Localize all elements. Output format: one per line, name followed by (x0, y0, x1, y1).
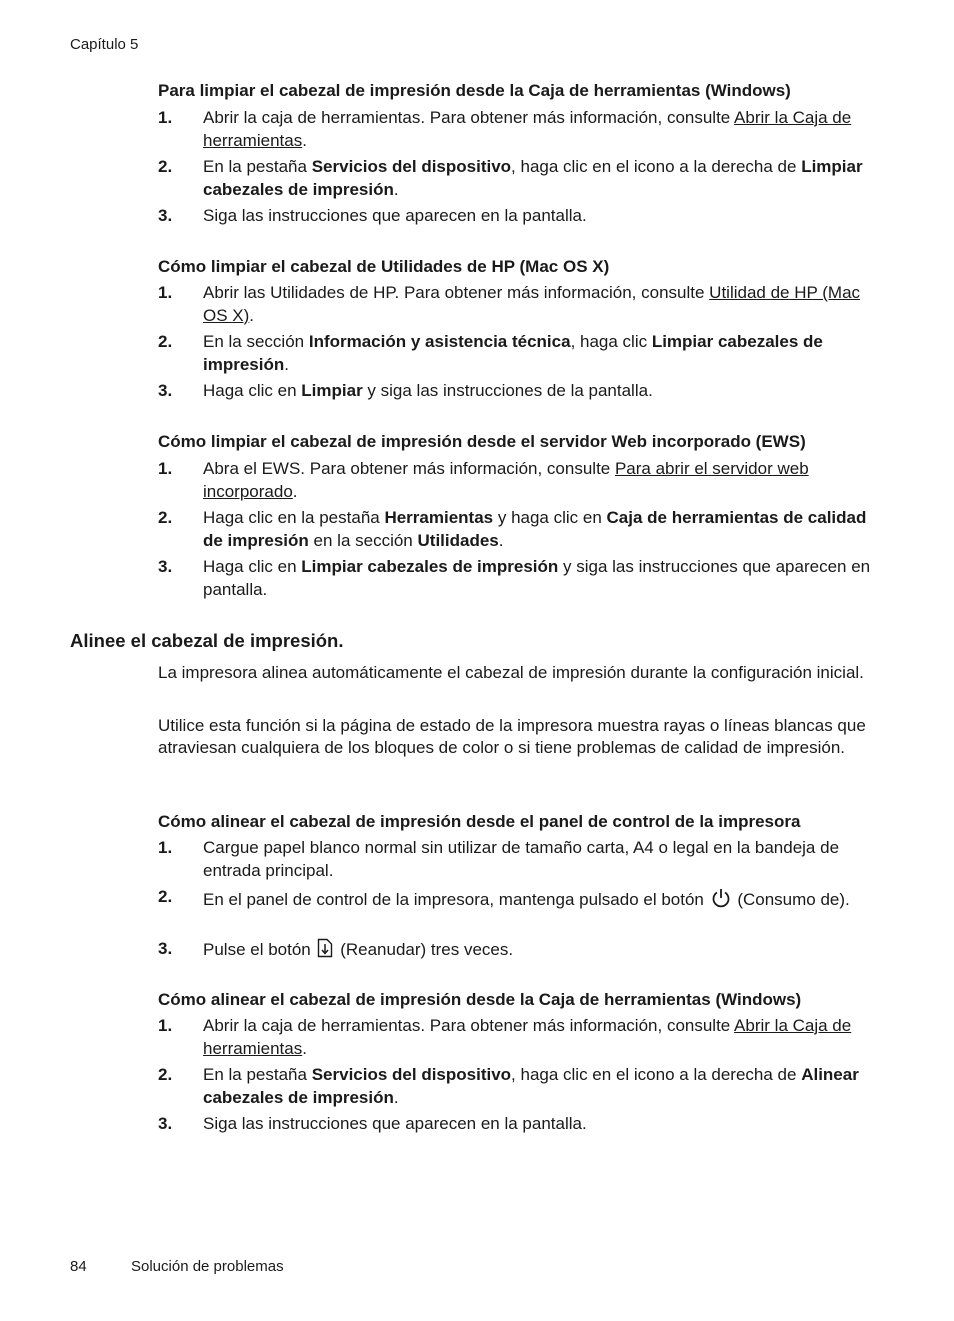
bold-term: Herramientas (384, 508, 494, 527)
step-number: 2. (158, 1065, 173, 1084)
step-number: 2. (158, 887, 173, 906)
section-heading-clean-toolbox: Para limpiar el cabezal de impresión desde la Caja de herramientas (Windows) (158, 81, 791, 100)
align-paragraph-1: La impresora alinea automáticamente el cabezal de impresión durante la configuración inicial. (158, 663, 864, 682)
step-text (203, 331, 871, 376)
step-text (203, 458, 871, 503)
step-text-part: en la sección (308, 530, 418, 550)
step-text-part: . (302, 130, 307, 150)
step-number: 2. (158, 508, 173, 527)
step-text: Siga las instrucciones que aparecen en la pantalla. (203, 206, 587, 225)
step-number: 2. (158, 157, 173, 176)
page-number: 84 (70, 1258, 87, 1275)
bold-term: Información y asistencia técnica (308, 332, 571, 351)
step-text-part: , haga clic (570, 332, 652, 351)
link-hp-utility[interactable]: Utilidad de HP (Mac OS X) (203, 283, 861, 325)
step-text-part: Pulse el botón (203, 940, 316, 959)
step-text-part: y haga clic en (493, 508, 607, 527)
step-number: 1. (158, 108, 173, 127)
step-text-part: , haga clic en el icono a la derecha de (511, 157, 802, 176)
step-number: 1. (158, 283, 173, 302)
step-number: 1. (158, 838, 173, 857)
step-text-part: . (302, 1038, 307, 1058)
step-number: 3. (158, 1114, 173, 1133)
footer-section-title: Solución de problemas (131, 1258, 284, 1275)
step-text-part: (Reanudar) tres veces. (335, 940, 514, 959)
step-text-part: . (292, 481, 298, 501)
step-text-part: . (498, 530, 504, 550)
step-text-part: Abrir la caja de herramientas. Para obtener más información, consulte (203, 1016, 735, 1035)
step-number: 2. (158, 332, 173, 351)
step-text-part: Haga clic en la pestaña (203, 508, 385, 527)
bold-term: Limpiar (301, 381, 363, 400)
step-text-part: Abrir la caja de herramientas. Para obtener más información, consulte (203, 108, 735, 127)
step-number: 1. (158, 1016, 173, 1035)
step-text (203, 380, 871, 403)
step-text-part: En la pestaña (203, 157, 312, 176)
step-text-part: . (393, 179, 399, 199)
step-text: Siga las instrucciones que aparecen en la pantalla. (203, 1114, 587, 1133)
bold-term: Utilidades (417, 530, 499, 550)
power-icon (711, 888, 731, 915)
bold-term: Servicios del dispositivo (311, 1065, 512, 1084)
running-head: Capítulo 5 (70, 36, 139, 53)
step-text-part: y siga las instrucciones que aparecen en pantalla. (203, 557, 871, 599)
link-open-toolbox[interactable]: Abrir la Caja de herramientas (203, 1016, 852, 1058)
link-open-toolbox[interactable]: Abrir la Caja de herramientas (203, 108, 852, 150)
step-text (203, 1015, 871, 1060)
step-text-part: Haga clic en (203, 381, 302, 400)
align-heading: Alinee el cabezal de impresión. (70, 630, 344, 651)
step-number: 3. (158, 939, 173, 958)
step-text (203, 556, 871, 601)
bold-term: Caja de herramientas de calidad de impresión (203, 508, 867, 550)
step-text (203, 938, 871, 965)
step-text-part: Abrir las Utilidades de HP. Para obtener más información, consulte (203, 283, 710, 302)
step-text-part: . (284, 354, 289, 374)
step-text-part: En la pestaña (203, 1065, 312, 1084)
step-text-part: . (393, 1087, 399, 1107)
step-text (203, 107, 871, 152)
bold-term: Limpiar cabezales de impresión (301, 557, 559, 576)
step-number: 3. (158, 206, 173, 225)
step-text: Cargue papel blanco normal sin utilizar de tamaño carta, A4 o legal en la bandeja de entrada principal. (203, 838, 840, 880)
step-text-part: En el panel de control de la impresora, mantenga pulsado el botón (203, 890, 709, 909)
link-open-ews[interactable]: Para abrir el servidor web incorporado (203, 459, 809, 501)
section-heading-clean-mac: Cómo limpiar el cabezal de Utilidades de HP (Mac OS X) (158, 257, 610, 276)
step-number: 1. (158, 459, 173, 478)
bold-term: Limpiar cabezales de impresión (203, 332, 823, 374)
resume-icon (317, 938, 333, 965)
align-paragraph-2: Utilice esta función si la página de estado de la impresora muestra rayas o líneas blancas que atraviesan cualquiera de los bloques de color o si tiene problemas de calidad de impresión. (158, 716, 866, 757)
step-number: 3. (158, 557, 173, 576)
step-number: 3. (158, 381, 173, 400)
step-text (203, 156, 871, 201)
bold-term: Servicios del dispositivo (311, 157, 512, 176)
step-text-part: y siga las instrucciones de la pantalla. (362, 381, 653, 400)
section-heading-align-panel: Cómo alinear el cabezal de impresión desde el panel de control de la impresora (158, 812, 801, 831)
step-text (203, 507, 871, 552)
step-text-part: . (249, 305, 255, 325)
step-text-part: (Consumo de). (732, 890, 850, 909)
bold-term: Limpiar cabezales de impresión (203, 157, 863, 199)
step-text (203, 1064, 871, 1109)
step-text-part: , haga clic en el icono a la derecha de (511, 1065, 802, 1084)
section-heading-clean-ews: Cómo limpiar el cabezal de impresión desde el servidor Web incorporado (EWS) (158, 432, 806, 451)
step-text (203, 888, 871, 915)
bold-term: Alinear cabezales de impresión (203, 1065, 859, 1107)
step-text (203, 282, 871, 327)
step-text-part: En la sección (203, 332, 309, 351)
step-text-part: Abra el EWS. Para obtener más información, consulte (203, 459, 615, 478)
section-heading-align-toolbox: Cómo alinear el cabezal de impresión desde la Caja de herramientas (Windows) (158, 990, 802, 1009)
step-text-part: Haga clic en (203, 557, 302, 576)
